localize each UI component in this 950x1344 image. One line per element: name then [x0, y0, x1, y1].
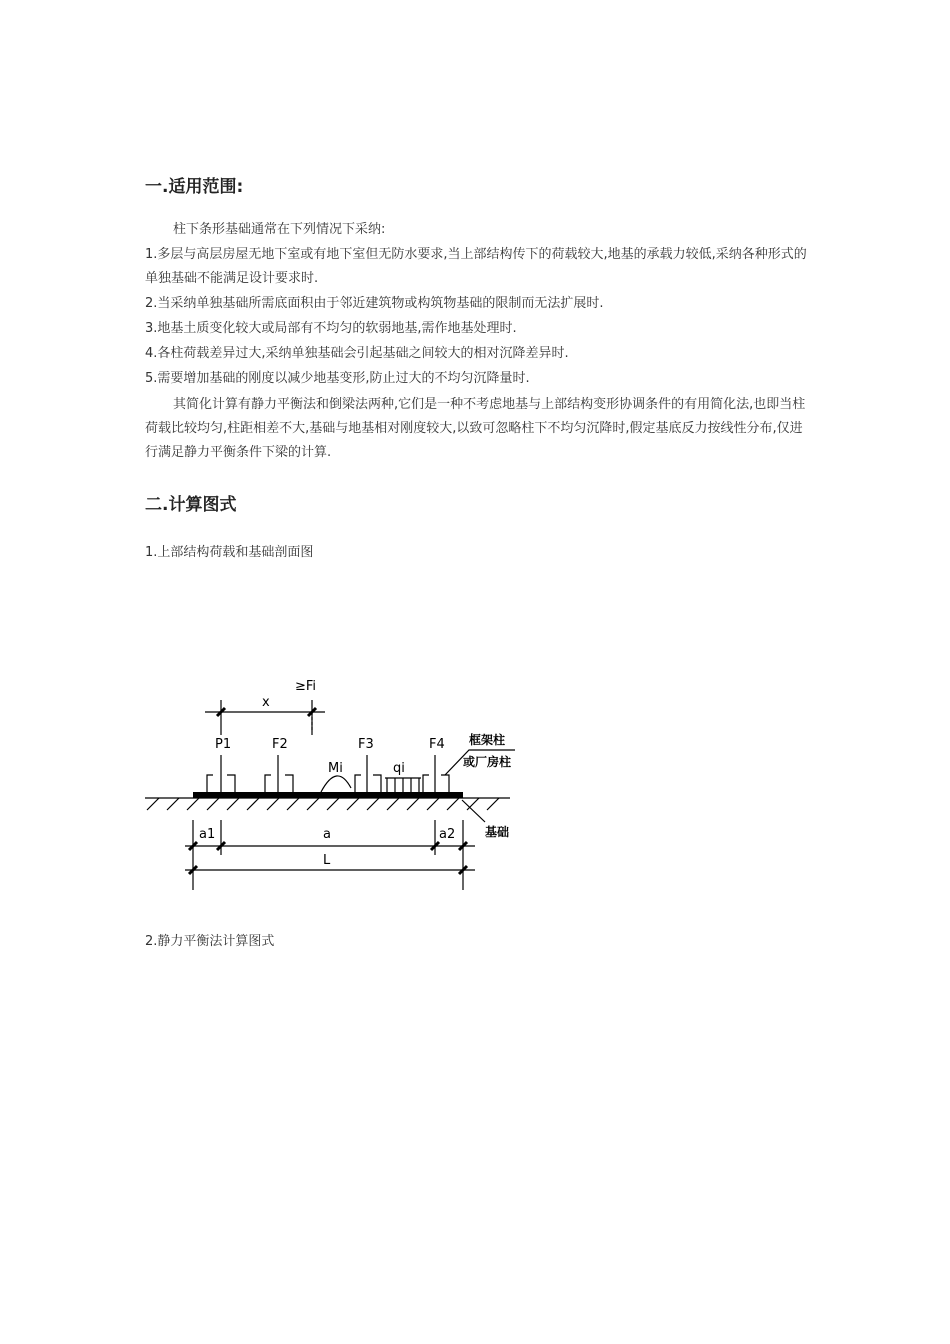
label-L: L — [323, 853, 331, 868]
label-foundation: 基础 — [485, 825, 510, 839]
label-x: x — [262, 695, 270, 710]
label-frame-column: 框架柱 — [469, 733, 506, 747]
list-item: 5.需要增加基础的刚度以减少地基变形,防止过大的不均匀沉降量时. — [145, 371, 530, 386]
dim-ticks — [189, 708, 467, 874]
label-a2: a2 — [439, 827, 456, 842]
label-frame-column-2: 或厂房柱 — [463, 755, 512, 769]
section1-intro: 柱下条形基础通常在下列情况下采纳: — [173, 222, 386, 237]
column-stub — [265, 775, 293, 793]
label-sum-f: ≥Fi — [295, 679, 317, 694]
ground-hatch — [147, 798, 499, 810]
section2-heading: 二.计算图式 — [145, 495, 237, 515]
label-f3: F3 — [358, 737, 374, 752]
label-f2: F2 — [272, 737, 288, 752]
list-item: 3.地基土质变化较大或局部有不均匀的软弱地基,需作地基处理时. — [145, 321, 517, 336]
moment-arc — [321, 776, 351, 792]
column-stub — [423, 775, 449, 793]
label-a1: a1 — [199, 827, 216, 842]
distributed-load — [385, 778, 421, 792]
foundation-section-diagram — [145, 660, 535, 895]
foundation-beam — [193, 792, 463, 798]
label-mi: Mi — [328, 761, 343, 776]
section1-summary: 其简化计算有静力平衡法和倒梁法两种,它们是一种不考虑地基与上部结构变形协调条件的有用简化法,也即当柱荷载比较均匀,柱距相差不大,基础与地基相对刚度较大,以致可忽略柱下不均匀沉降时,假定基底反力按线性分布,仅进行满足静力平衡条件下梁的计算. — [145, 397, 806, 460]
list-item: 2.当采纳单独基础所需底面积由于邻近建筑物或构筑物基础的限制而无法扩展时. — [145, 296, 604, 311]
label-p1: P1 — [215, 737, 232, 752]
column-stub — [355, 775, 381, 793]
label-a: a — [323, 827, 331, 842]
list-item: 1.多层与高层房屋无地下室或有地下室但无防水要求,当上部结构传下的荷载较大,地基的承载力较低,采纳各种形式的单独基础不能满足设计要求时. — [145, 247, 807, 286]
figure1-caption: 1.上部结构荷载和基础剖面图 — [145, 545, 314, 560]
section1-heading: 一.适用范围: — [145, 177, 244, 197]
figure2-caption: 2.静力平衡法计算图式 — [145, 934, 275, 949]
list-item: 4.各柱荷载差异过大,采纳单独基础会引起基础之间较大的相对沉降差异时. — [145, 346, 569, 361]
label-qi: qi — [393, 761, 405, 776]
label-f4: F4 — [429, 737, 445, 752]
